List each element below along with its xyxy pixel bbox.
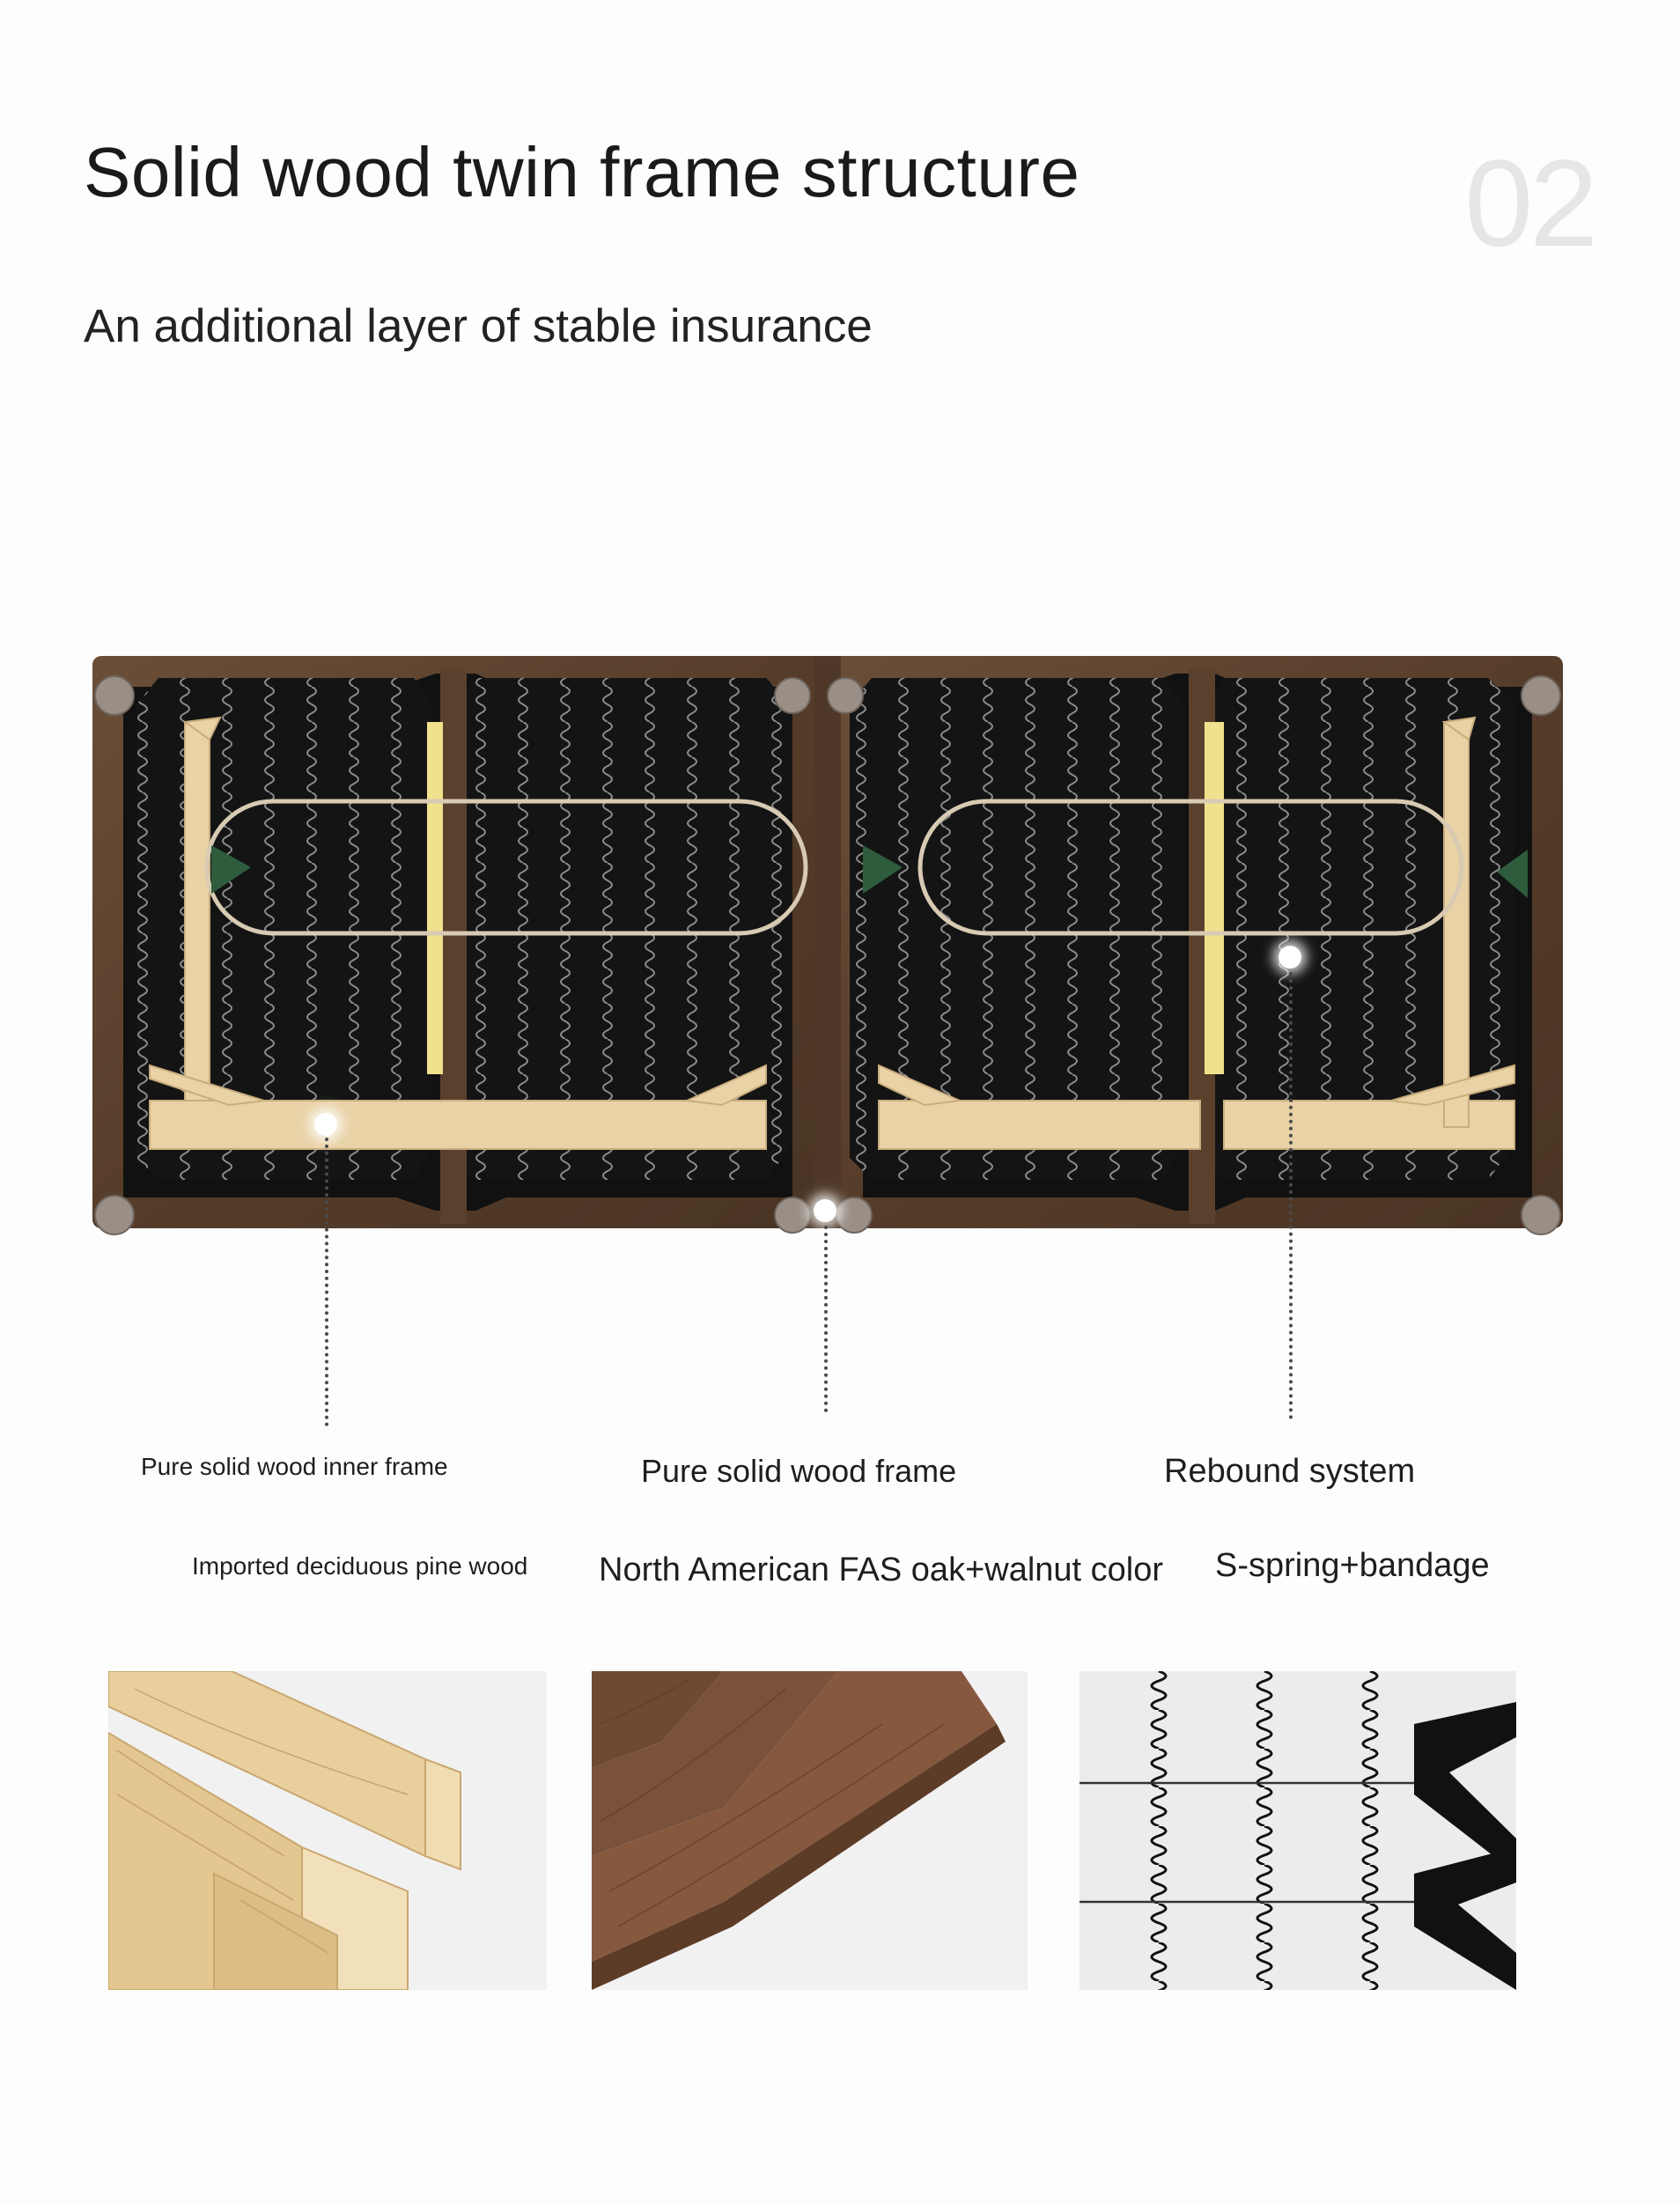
leader-line-outer-frame	[824, 1226, 828, 1412]
pine-wood-beams-image	[108, 1671, 547, 1990]
sofa-frame-underside-image	[88, 652, 1567, 1250]
page-subtitle: An additional layer of stable insurance	[84, 300, 873, 352]
s-spring-bandage-image	[1079, 1671, 1516, 1990]
callout-rebound-system-name: Rebound system	[1164, 1453, 1416, 1490]
hotspot-rebound-system[interactable]	[1278, 946, 1301, 969]
callout-inner-frame-detail: Imported deciduous pine wood	[192, 1552, 528, 1580]
callout-outer-frame-detail: North American FAS oak+walnut color	[599, 1551, 1164, 1588]
leader-line-inner-frame	[325, 1138, 328, 1426]
section-number: 02	[1464, 134, 1595, 272]
hotspot-inner-frame[interactable]	[314, 1113, 337, 1136]
callout-inner-frame-name: Pure solid wood inner frame	[141, 1453, 448, 1480]
walnut-boards-image	[592, 1671, 1028, 1990]
leader-line-rebound-system	[1289, 972, 1293, 1419]
hotspot-outer-frame[interactable]	[814, 1199, 836, 1222]
callout-outer-frame-name: Pure solid wood frame	[641, 1453, 957, 1489]
page-title: Solid wood twin frame structure	[84, 133, 1080, 211]
callout-rebound-system-detail: S-spring+bandage	[1215, 1547, 1490, 1584]
